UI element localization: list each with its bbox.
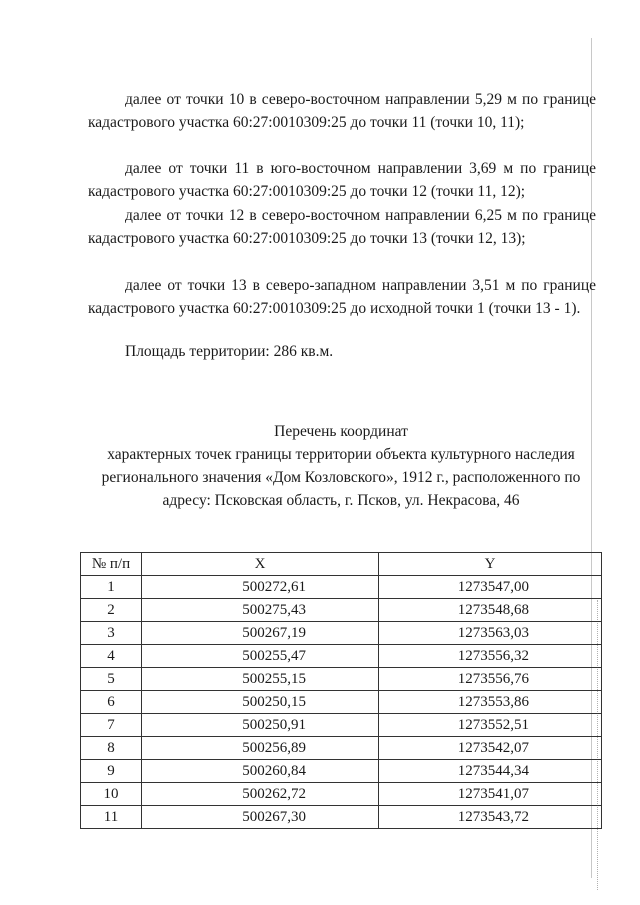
cell-x: 500255,47 — [142, 645, 379, 668]
cell-y: 1273552,51 — [379, 714, 602, 737]
cell-number: 4 — [81, 645, 142, 668]
cell-x: 500250,91 — [142, 714, 379, 737]
table-row — [81, 760, 602, 783]
paragraph-point-11: далее от точки 11 в юго-восточном направлении 3,69 м по границе кадастрового участка 60:27:0010309:25 до точки 12 (точки 11, 12); — [88, 160, 596, 201]
header-number: № п/п — [81, 553, 142, 576]
cell-y: 1273563,03 — [379, 622, 602, 645]
cell-x: 500267,19 — [142, 622, 379, 645]
table-row — [81, 691, 602, 714]
cell-number: 11 — [81, 806, 142, 829]
table-row — [81, 806, 602, 829]
heading-line-2: характерных точек границы территории объекта культурного наследия — [107, 446, 575, 463]
cell-y: 1273544,34 — [379, 760, 602, 783]
paragraph-point-10: далее от точки 10 в северо-восточном направлении 5,29 м по границе кадастрового участка 60:27:0010309:25 до точки 11 (точки 10, 11); — [88, 91, 596, 132]
cell-x: 500267,30 — [142, 806, 379, 829]
area-text: Площадь территории: 286 кв.м. — [125, 343, 334, 360]
heading-title: Перечень координат — [274, 423, 408, 440]
heading-line-4: адресу: Псковская область, г. Псков, ул. Некрасова, 46 — [162, 492, 520, 509]
cell-y: 1273548,68 — [379, 599, 602, 622]
cell-number: 3 — [81, 622, 142, 645]
cell-y: 1273553,86 — [379, 691, 602, 714]
cell-number: 7 — [81, 714, 142, 737]
table-row — [81, 714, 602, 737]
cell-number: 2 — [81, 599, 142, 622]
cell-x: 500260,84 — [142, 760, 379, 783]
cell-y: 1273547,00 — [379, 576, 602, 599]
table-row — [81, 783, 602, 806]
cell-number: 1 — [81, 576, 142, 599]
cell-y: 1273541,07 — [379, 783, 602, 806]
cell-y: 1273543,72 — [379, 806, 602, 829]
cell-y: 1273556,76 — [379, 668, 602, 691]
table-row — [81, 599, 602, 622]
table-row — [81, 645, 602, 668]
cell-x: 500262,72 — [142, 783, 379, 806]
table-row — [81, 576, 602, 599]
cell-x: 500272,61 — [142, 576, 379, 599]
heading-line-3: регионального значения «Дом Козловского», 1912 г., расположенного по — [101, 469, 581, 486]
table-row — [81, 737, 602, 760]
table-row — [81, 622, 602, 645]
table-row — [81, 668, 602, 691]
paragraph-point-12: далее от точки 12 в северо-восточном направлении 6,25 м по границе кадастрового участка 60:27:0010309:25 до точки 13 (точки 12, 13); — [88, 207, 596, 248]
header-x: X — [142, 553, 379, 576]
cell-y: 1273542,07 — [379, 737, 602, 760]
cell-number: 9 — [81, 760, 142, 783]
table-header-row — [81, 553, 602, 576]
paragraph-point-13: далее от точки 13 в северо-западном направлении 3,51 м по границе кадастрового участка 60:27:0010309:25 до исходной точки 1 (точки 13 - 1). — [88, 277, 596, 318]
cell-x: 500275,43 — [142, 599, 379, 622]
cell-x: 500256,89 — [142, 737, 379, 760]
header-y: Y — [379, 553, 602, 576]
cell-x: 500250,15 — [142, 691, 379, 714]
coordinates-table — [80, 552, 602, 829]
cell-number: 6 — [81, 691, 142, 714]
cell-number: 8 — [81, 737, 142, 760]
cell-x: 500255,15 — [142, 668, 379, 691]
cell-number: 5 — [81, 668, 142, 691]
cell-number: 10 — [81, 783, 142, 806]
cell-y: 1273556,32 — [379, 645, 602, 668]
